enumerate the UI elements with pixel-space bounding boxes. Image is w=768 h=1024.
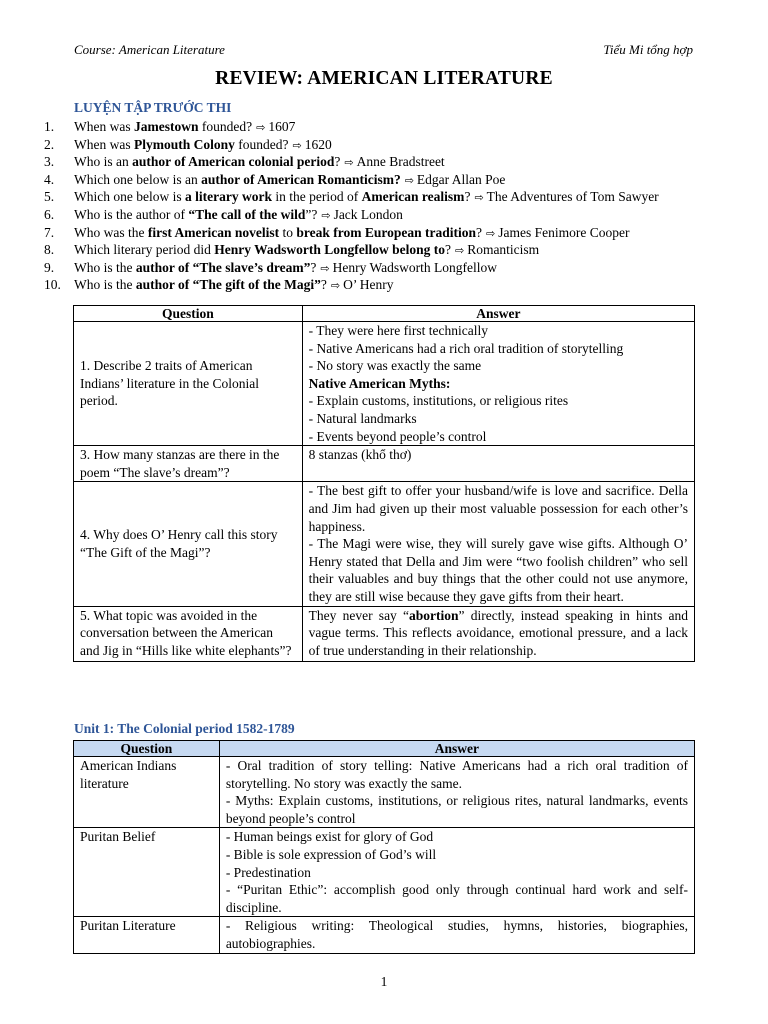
answer-line: - They were here first technically: [308, 323, 488, 338]
question-keyword: Henry Wadsworth Longfellow belong to: [214, 242, 445, 258]
question-item: [44, 241, 724, 259]
question-item: [44, 118, 724, 136]
question-text: ?: [476, 224, 482, 240]
question-answer: Anne Bradstreet: [356, 154, 445, 170]
question-item: [44, 136, 724, 154]
answer-line: - Native Americans had a rich oral tradition of storytelling: [308, 340, 624, 356]
question-text: ?: [444, 242, 451, 258]
question-number: 10.: [44, 277, 61, 293]
right-arrow-icon: ⇨: [404, 173, 414, 187]
question-number: 9.: [44, 259, 55, 275]
question-item: [44, 224, 724, 242]
header-course: Course: American Literature: [74, 42, 225, 57]
answer-cell: 8 stanzas (khổ thơ): [302, 446, 694, 482]
question-answer: Edgar Allan Poe: [416, 171, 506, 187]
question-number: 2.: [44, 136, 55, 152]
question-text: to: [279, 224, 297, 240]
table-header-row: [74, 306, 695, 322]
question-text: in the period of: [271, 189, 362, 205]
review-table: [73, 305, 695, 662]
page-number: 1: [380, 974, 388, 989]
question-item: [44, 206, 724, 224]
question-text: Which one below is: [74, 189, 185, 205]
question-item: [44, 276, 724, 294]
question-text: Who is the author of: [74, 206, 189, 222]
answer-line: - Religious writing: Theological studies, hymns, histories, biographies, autobiographies.: [225, 918, 688, 951]
question-cell: American Indians literature: [74, 757, 220, 828]
table-row: [74, 322, 695, 446]
answer-cell: [219, 917, 694, 953]
unit1-table: [73, 740, 695, 954]
table-row: [74, 606, 695, 662]
answer-keyword: abortion: [409, 607, 459, 623]
answer-paragraph: - The Magi were wise, they will surely gave wise gifts. Although O’ Henry stated that Della and Jim were “two foolish children” who sell their valuables and buy things that the other could not use anymore, they are still wise because they gave gifts from their heart.: [308, 536, 688, 604]
answer-line: - Explain customs, institutions, or religious rites: [308, 393, 569, 409]
answer-line: - Human beings exist for glory of God: [225, 829, 434, 845]
question-list: [44, 118, 724, 294]
answer-cell: [219, 828, 694, 917]
table-header-row: [74, 741, 695, 757]
column-header-question: Question: [74, 741, 220, 757]
question-cell: 5. What topic was avoided in the conversation between the American and Jig in “Hills like white elephants”?: [74, 606, 303, 662]
question-number: 7.: [44, 224, 55, 240]
answer-line: - No story was exactly the same: [308, 358, 482, 374]
right-arrow-icon: ⇨: [454, 244, 465, 258]
question-text: Who is an: [74, 154, 133, 170]
question-text: When was: [74, 119, 134, 134]
question-cell: 3. How many stanzas are there in the poem “The slave’s dream”?: [74, 446, 303, 482]
question-number: 5.: [44, 189, 55, 205]
question-keyword: first American novelist: [147, 224, 280, 240]
question-text: founded?: [234, 136, 289, 152]
question-item: [44, 153, 724, 171]
header-author: Tiểu Mi tổng hợp: [603, 42, 693, 57]
answer-line: - Events beyond people’s control: [308, 428, 487, 444]
answer-line: - Myths: Explain customs, institutions, or religious rites, natural landmarks, events beyond people’s control: [225, 793, 688, 826]
column-header-question: Question: [74, 306, 303, 322]
table-row: [74, 917, 695, 953]
answer-text-pre: They never say “: [308, 607, 410, 623]
question-number: 4.: [44, 171, 55, 187]
question-item: [44, 171, 724, 189]
answer-cell: [302, 482, 694, 606]
question-number: 6.: [44, 206, 55, 222]
question-number: 1.: [44, 119, 55, 134]
table-row: [74, 828, 695, 917]
question-answer: 1607: [268, 119, 296, 134]
question-text: Who is the: [74, 259, 136, 275]
answer-cell: [302, 322, 694, 446]
answer-text-post: ” directly, instead speaking in hints and vague terms. This reflects avoidance, emotional pressure, and a lack of true understanding in their relationship.: [308, 607, 688, 658]
question-text: ”?: [305, 206, 318, 222]
answer-line: - Oral tradition of story telling: Native Americans had a rich oral tradition of storytelling. No story was exactly the same.: [225, 758, 688, 791]
table-row: [74, 446, 695, 482]
question-number: 3.: [44, 154, 55, 170]
right-arrow-icon: ⇨: [320, 261, 330, 275]
question-text: ?: [464, 189, 471, 205]
question-text: ?: [320, 277, 327, 293]
question-answer: Jack London: [333, 206, 403, 222]
answer-paragraph: - The best gift to offer your husband/wife is love and sacrifice. Della and Jim had given up their most valuable possession for each other’s happiness.: [308, 483, 688, 534]
answer-line: - Bible is sole expression of God’s will: [225, 846, 437, 862]
question-text: Who is the: [74, 277, 136, 293]
right-arrow-icon: ⇨: [486, 226, 496, 240]
question-answer: O’ Henry: [343, 277, 394, 293]
question-answer: 1620: [304, 136, 332, 152]
question-text: ?: [310, 259, 317, 275]
right-arrow-icon: ⇨: [256, 121, 266, 134]
question-answer: Romanticism: [467, 242, 540, 258]
question-keyword: Jamestown: [133, 119, 199, 134]
question-answer: The Adventures of Tom Sawyer: [486, 189, 659, 205]
question-cell: Puritan Literature: [74, 917, 220, 953]
question-keyword: Plymouth Colony: [133, 136, 235, 152]
question-text: founded?: [198, 119, 253, 134]
question-keyword: author of American Romanticism?: [201, 171, 401, 187]
question-cell: 4. Why does O’ Henry call this story “The Gift of the Magi”?: [74, 482, 303, 606]
answer-subheading: Native American Myths:: [308, 375, 451, 391]
question-keyword: American realism: [361, 189, 465, 205]
page-title: REVIEW: AMERICAN LITERATURE: [215, 68, 553, 89]
question-answer: Henry Wadsworth Longfellow: [332, 259, 497, 275]
question-cell: Puritan Belief: [74, 828, 220, 917]
answer-cell: [302, 606, 694, 662]
practice-heading: LUYỆN TẬP TRƯỚC THI: [74, 100, 232, 115]
question-item: [44, 188, 724, 206]
question-text: Which literary period did: [74, 242, 215, 258]
right-arrow-icon: ⇨: [330, 279, 341, 293]
question-text: Who was the: [74, 224, 148, 240]
column-header-answer: Answer: [219, 741, 694, 757]
right-arrow-icon: ⇨: [474, 191, 484, 205]
question-keyword: break from European tradition: [296, 224, 476, 240]
question-keyword: author of American colonial period: [132, 154, 335, 170]
page-header: [74, 42, 693, 60]
answer-line: - “Puritan Ethic”: accomplish good only through continual hard work and self-discipline.: [225, 882, 688, 915]
answer-line: - Natural landmarks: [308, 410, 417, 426]
question-number: 8.: [44, 242, 55, 258]
question-text: ?: [334, 154, 341, 170]
question-text: When was: [74, 136, 134, 152]
answer-cell: [219, 757, 694, 828]
answer-line: - Predestination: [225, 864, 311, 880]
question-keyword: a literary work: [184, 189, 272, 205]
table-row: [74, 757, 695, 828]
question-keyword: author of “The gift of the Magi”: [135, 277, 321, 293]
unit1-heading: Unit 1: The Colonial period 1582-1789: [74, 721, 295, 736]
question-text: Which one below is an: [74, 171, 202, 187]
question-item: [44, 259, 724, 277]
question-keyword: author of “The slave’s dream”: [135, 259, 311, 275]
right-arrow-icon: ⇨: [344, 156, 354, 170]
right-arrow-icon: ⇨: [321, 208, 331, 222]
question-answer: James Fenimore Cooper: [498, 224, 630, 240]
right-arrow-icon: ⇨: [292, 138, 302, 152]
column-header-answer: Answer: [302, 306, 694, 322]
question-keyword: “The call of the wild: [188, 206, 306, 222]
table-row: [74, 482, 695, 606]
question-cell: 1. Describe 2 traits of American Indians’ literature in the Colonial period.: [74, 322, 303, 446]
